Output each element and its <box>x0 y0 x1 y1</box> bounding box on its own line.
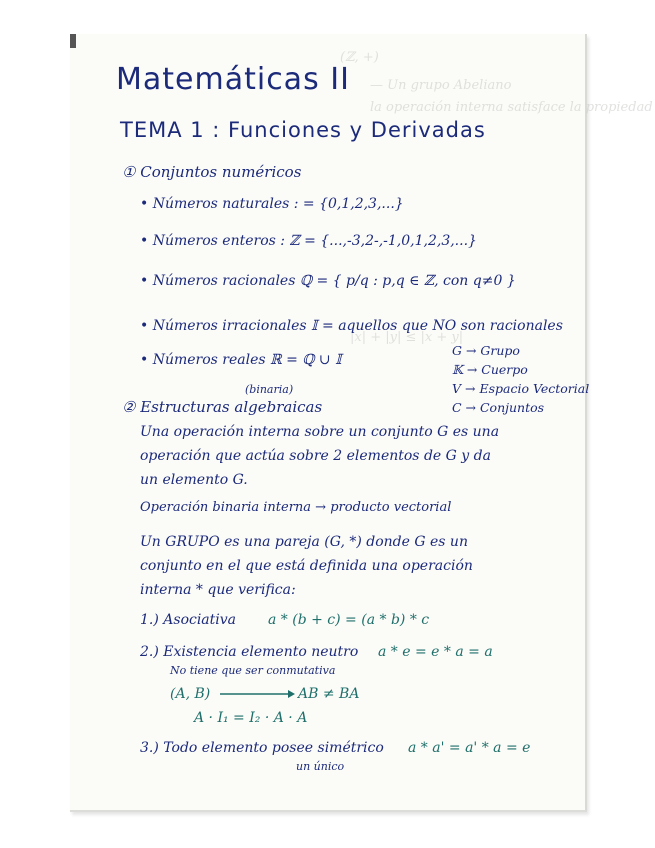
text-line: interna * que verifica: <box>140 582 296 598</box>
legend-item-conjuntos: C → Conjuntos <box>452 400 545 415</box>
page-title: Matemáticas II <box>116 62 350 97</box>
identity-note: A · I₁ = I₂ · A · A <box>194 710 308 726</box>
list-item-racionales: • Números racionales ℚ = { p/q : p,q ∈ ℤ, con q≠0 } <box>140 273 516 289</box>
note-no-conmutativa: No tiene que ser conmutativa <box>170 664 336 677</box>
bleed-through-text: la operación interna satisface la propiedad <box>370 100 653 115</box>
legend-item-grupo: G → Grupo <box>452 343 520 358</box>
property-formula-asociativa: a * (b + c) = (a * b) * c <box>268 612 430 628</box>
text-line: operación que actúa sobre 2 elementos de G y da <box>140 448 491 464</box>
text-line: Operación binaria interna → producto vectorial <box>140 500 452 515</box>
matrix-product-note: AB ≠ BA <box>298 686 360 702</box>
list-item-reales: • Números reales ℝ = ℚ ∪ 𝕀 <box>140 352 342 368</box>
section-heading-estructuras: ② Estructuras algebraicas <box>122 398 323 416</box>
list-item-enteros: • Números enteros : ℤ = {...,-3,2-,-1,0,1,2,3,...} <box>140 233 477 249</box>
text-line: Un GRUPO es una pareja (G, *) donde G es un <box>140 534 468 550</box>
property-formula-simetrico: a * a' = a' * a = e <box>408 740 531 756</box>
note-unico: un único <box>296 760 345 773</box>
property-formula-neutro: a * e = e * a = a <box>378 644 493 660</box>
legend-item-espacio-vectorial: V → Espacio Vectorial <box>452 381 590 396</box>
topic-heading: TEMA 1 : Funciones y Derivadas <box>120 118 486 142</box>
text-line: conjunto en el que está definida una operación <box>140 558 473 574</box>
bleed-through-text: (ℤ, +) <box>340 50 379 65</box>
binaria-note: (binaria) <box>245 383 294 396</box>
bleed-through-text: |x| + |y| ≤ |x + y| <box>350 330 464 345</box>
bleed-through-text: — Un grupo Abeliano <box>370 78 512 93</box>
property-label-simetrico: 3.) Todo elemento posee simétrico <box>140 740 384 756</box>
matrix-pair-label: (A, B) <box>170 686 211 702</box>
page-corner-mark <box>70 34 76 48</box>
text-line: un elemento G. <box>140 472 248 488</box>
section-heading-conjuntos: ① Conjuntos numéricos <box>122 163 302 181</box>
text-line: Una operación interna sobre un conjunto G es una <box>140 424 500 440</box>
list-item-irracionales: • Números irracionales 𝕀 = aquellos que NO son racionales <box>140 318 563 334</box>
legend-item-cuerpo: 𝕂 → Cuerpo <box>452 362 528 377</box>
list-item-naturales: • Números naturales : = {0,1,2,3,...} <box>140 196 404 212</box>
property-label-asociativa: 1.) Asociativa <box>140 612 237 628</box>
property-label-neutro: 2.) Existencia elemento neutro <box>140 644 359 660</box>
arrow-icon <box>218 686 296 702</box>
